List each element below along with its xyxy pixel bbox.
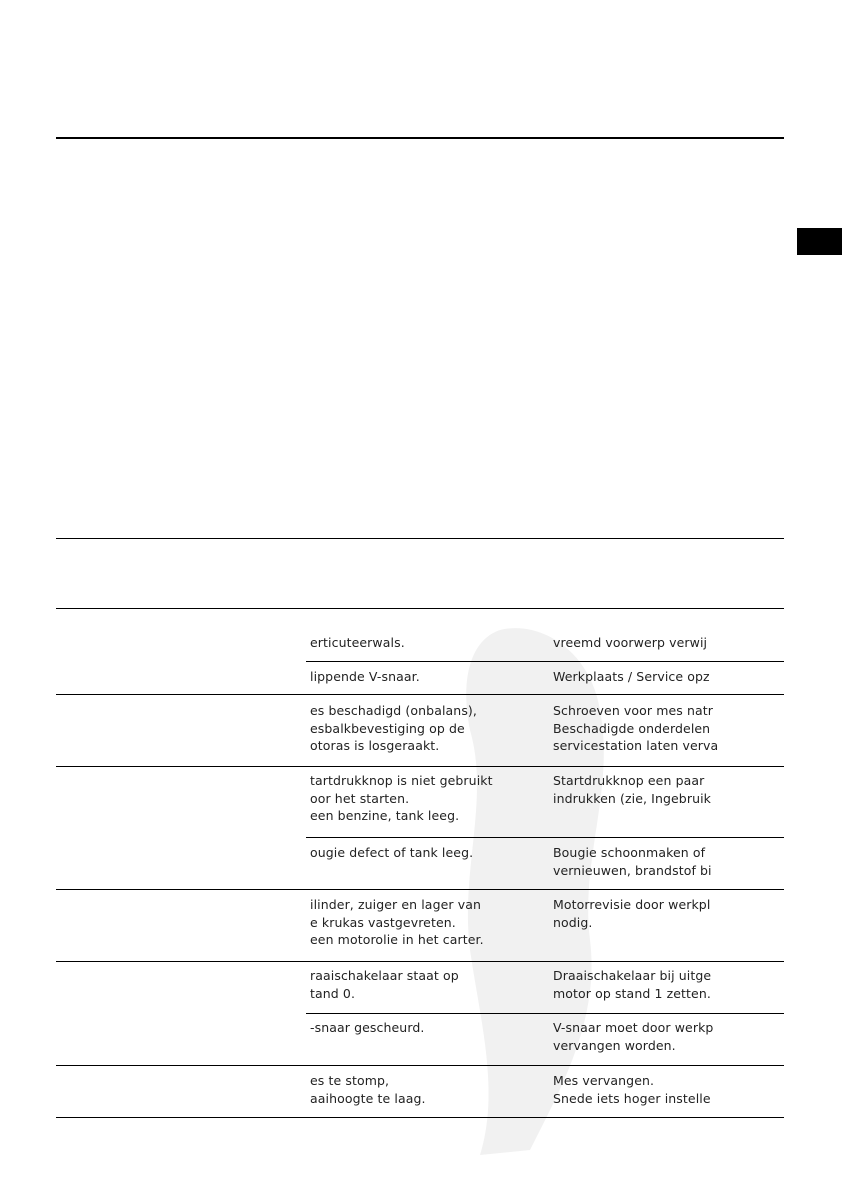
cause-cell: lippende V-snaar. <box>310 669 420 684</box>
remedy-cell: Bougie schoonmaken of vernieuwen, brandstof bi <box>553 845 712 878</box>
group-divider <box>56 766 784 767</box>
remedy-cell: V-snaar moet door werkp vervangen worden. <box>553 1020 714 1053</box>
remedy-cell: Werkplaats / Service opz <box>553 669 710 684</box>
language-tab <box>797 228 842 255</box>
remedy-cell: Schroeven voor mes natr Beschadigde onderdelen servicestation laten verva <box>553 703 719 753</box>
table-bottom-rule <box>56 1117 784 1118</box>
row-divider <box>306 661 784 662</box>
header-rule <box>56 137 784 139</box>
group-divider <box>56 1065 784 1066</box>
group-divider <box>56 889 784 890</box>
group-divider <box>56 694 784 695</box>
cause-cell: es beschadigd (onbalans), esbalkbevestiging op de otoras is losgeraakt. <box>310 703 477 753</box>
row-divider <box>306 837 784 838</box>
remedy-cell: Motorrevisie door werkpl nodig. <box>553 897 711 930</box>
remedy-cell: vreemd voorwerp verwij <box>553 635 708 650</box>
cause-cell: ougie defect of tank leeg. <box>310 845 474 860</box>
cause-cell: -snaar gescheurd. <box>310 1020 425 1035</box>
table-header-rule <box>56 608 784 609</box>
row-divider <box>306 1013 784 1014</box>
remedy-cell: Mes vervangen. Snede iets hoger instelle <box>553 1073 711 1106</box>
cause-cell: raaischakelaar staat op tand 0. <box>310 968 459 1001</box>
remedy-cell: Startdrukknop een paar indrukken (zie, Ingebruik <box>553 773 711 806</box>
remedy-cell: Draaischakelaar bij uitge motor op stand 1 zetten. <box>553 968 712 1001</box>
cause-cell: es te stomp, aaihoogte te laag. <box>310 1073 426 1106</box>
group-divider <box>56 961 784 962</box>
cause-cell: tartdrukknop is niet gebruikt oor het starten. een benzine, tank leeg. <box>310 773 493 823</box>
cause-cell: erticuteerwals. <box>310 635 405 650</box>
cause-cell: ilinder, zuiger en lager van e krukas vastgevreten. een motorolie in het carter. <box>310 897 484 947</box>
table-top-rule <box>56 538 784 539</box>
